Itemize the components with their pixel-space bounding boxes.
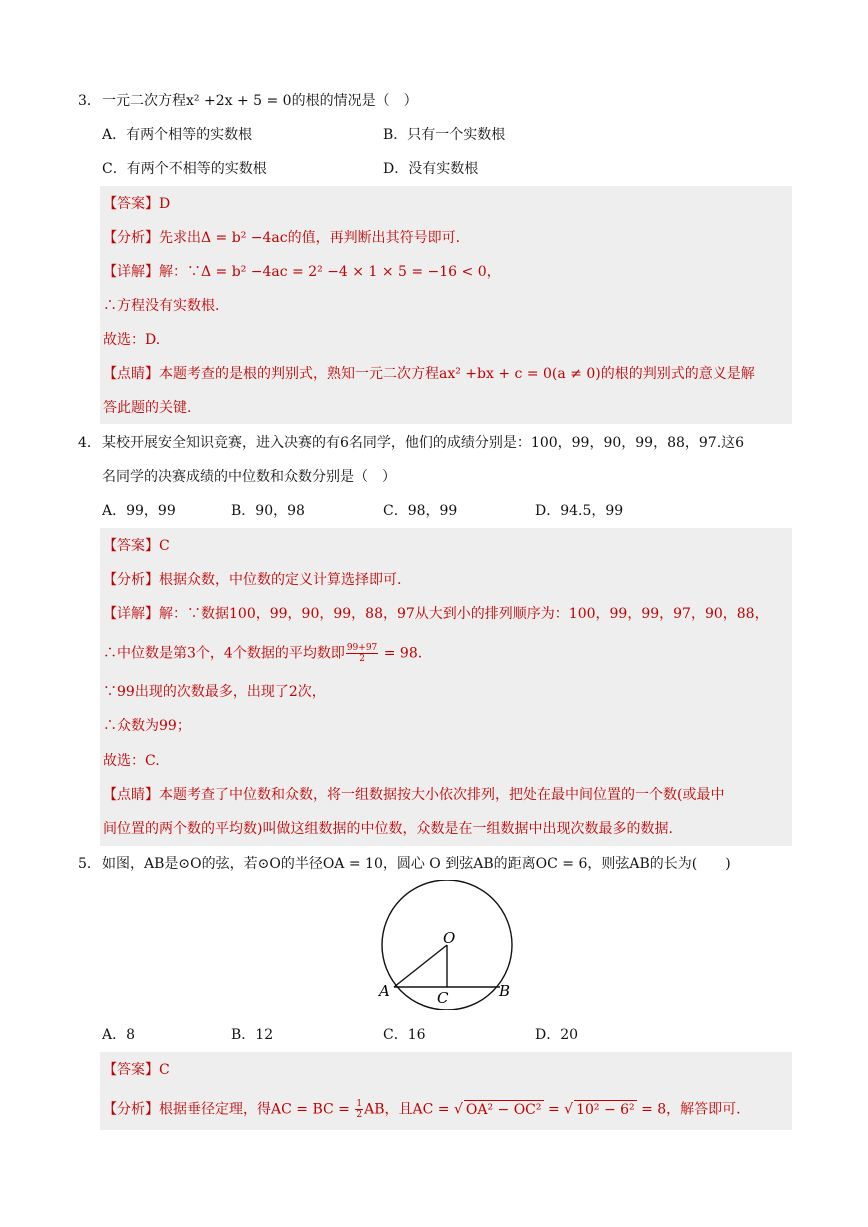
option-d: D．20 — [535, 1027, 579, 1043]
section-tag: 【详解】 — [103, 264, 159, 280]
option-c: C．98，99 — [383, 503, 458, 519]
comment-line-2: 答此题的关键. — [103, 400, 192, 416]
analysis-line — [103, 229, 460, 247]
mode-result-line: ∴众数为99； — [103, 718, 191, 734]
sqrt-radicand: OA² − OC² — [465, 1101, 542, 1118]
sqrt-radicand-2: 10² − 6² — [576, 1101, 635, 1118]
question-stem: 一元二次方程x² +2x + 5 = 0的根的情况是（ ） — [102, 93, 418, 109]
section-text: 解：∵Δ = b² −4ac = 2² −4 × 1 × 5 = −16 < 0， — [159, 264, 501, 280]
section-tag: 【答案】 — [103, 196, 159, 212]
option-a: A．8 — [102, 1027, 136, 1043]
choice-line: 故选：D. — [103, 332, 161, 348]
detail-line — [103, 263, 501, 281]
option-d: D．没有实数根 — [383, 161, 479, 177]
question-number: 3． — [78, 93, 101, 109]
section-text: C — [159, 538, 170, 554]
sqrt-symbol: √ — [453, 1101, 463, 1118]
section-text: 本题考查的是根的判别式，熟知一元二次方程ax² +bx + c = 0(a ≠ 0)的根的判别式的意义是解 — [159, 366, 755, 382]
section-tag: 【答案】 — [103, 538, 159, 554]
median-result: = 98. — [379, 645, 423, 662]
section-text: 解：∵数据100，99，90，99，88，97从大到小的排列顺序为：100，99，99，97，90，88， — [159, 606, 769, 622]
section-tag: 【点睛】 — [103, 787, 159, 803]
analysis-result: = 8，解答即可. — [636, 1101, 741, 1118]
question-number: 5． — [78, 856, 101, 872]
section-tag: 【分析】 — [103, 572, 159, 588]
option-a: A．99，99 — [102, 503, 176, 519]
section-tag: 【答案】 — [103, 1062, 159, 1078]
option-a: A．有两个相等的实数根 — [102, 127, 253, 143]
question-number: 4． — [78, 435, 101, 451]
option-b: B．只有一个实数根 — [383, 127, 506, 143]
fraction-denominator: 2 — [359, 654, 365, 664]
analysis-text-2: AB，且AC = — [364, 1101, 454, 1118]
label-a: A — [379, 982, 390, 1000]
half-fraction — [355, 1099, 363, 1120]
section-tag: 【详解】 — [103, 606, 159, 622]
analysis-line — [103, 571, 401, 589]
sqrt-symbol-2: √ — [564, 1101, 574, 1118]
option-c: C．有两个不相等的实数根 — [102, 161, 267, 177]
analysis-line — [103, 1099, 741, 1120]
radius-oa — [394, 945, 447, 987]
section-text: C — [159, 1062, 170, 1078]
option-b: B．90，98 — [231, 503, 305, 519]
section-tag: 【分析】 — [103, 230, 159, 246]
section-tag: 【点睛】 — [103, 366, 159, 382]
question-stem: 某校开展安全知识竞赛，进入决赛的有6名同学，他们的成绩分别是：100，99，90，99，88，97.这6 — [102, 435, 745, 451]
section-text: 根据众数，中位数的定义计算选择即可. — [159, 572, 402, 588]
analysis-text: 【分析】根据垂径定理，得AC = BC = — [103, 1101, 355, 1118]
circle-figure — [370, 880, 530, 1010]
answer-line — [103, 1061, 170, 1079]
mode-line: ∵99出现的次数最多，出现了2次， — [103, 684, 326, 700]
fraction-numerator: 99+97 — [346, 643, 378, 653]
conclusion-line: ∴方程没有实数根. — [103, 298, 220, 314]
median-line — [103, 643, 422, 664]
equals-text: = — [543, 1101, 565, 1118]
comment-line — [103, 365, 755, 383]
option-d: D．94.5，99 — [535, 503, 624, 519]
answer-line — [103, 537, 170, 555]
question-stem: 如图，AB是⊙O的弦，若⊙O的半径OA = 10，圆心 O 到弦AB的距离OC = 6，则弦AB的长为( ) — [102, 856, 731, 872]
section-text: 本题考查了中位数和众数，将一组数据按大小依次排列，把处在最中间位置的一个数(或最中 — [159, 787, 725, 803]
option-b: B．12 — [231, 1027, 274, 1043]
question-stem-2: 名同学的决赛成绩的中位数和众数分别是（ ） — [102, 469, 396, 485]
comment-line — [103, 786, 724, 804]
comment-line-2: 间位置的两个数的平均数)叫做这组数据的中位数，众数是在一组数据中出现次数最多的数据. — [103, 821, 673, 837]
label-b: B — [499, 982, 511, 1000]
option-c: C．16 — [383, 1027, 426, 1043]
section-text: D — [159, 196, 171, 212]
fraction-numerator: 1 — [356, 1099, 363, 1109]
choice-line: 故选：C. — [103, 753, 160, 769]
section-text: 先求出Δ = b² −4ac的值，再判断出其符号即可. — [159, 230, 461, 246]
fraction-denominator: 2 — [356, 1110, 363, 1120]
median-fraction — [346, 643, 378, 664]
detail-line — [103, 605, 769, 623]
answer-line — [103, 195, 170, 213]
median-text: ∴中位数是第3个，4个数据的平均数即 — [103, 645, 345, 662]
label-c: C — [437, 989, 449, 1007]
label-o: O — [443, 929, 456, 947]
